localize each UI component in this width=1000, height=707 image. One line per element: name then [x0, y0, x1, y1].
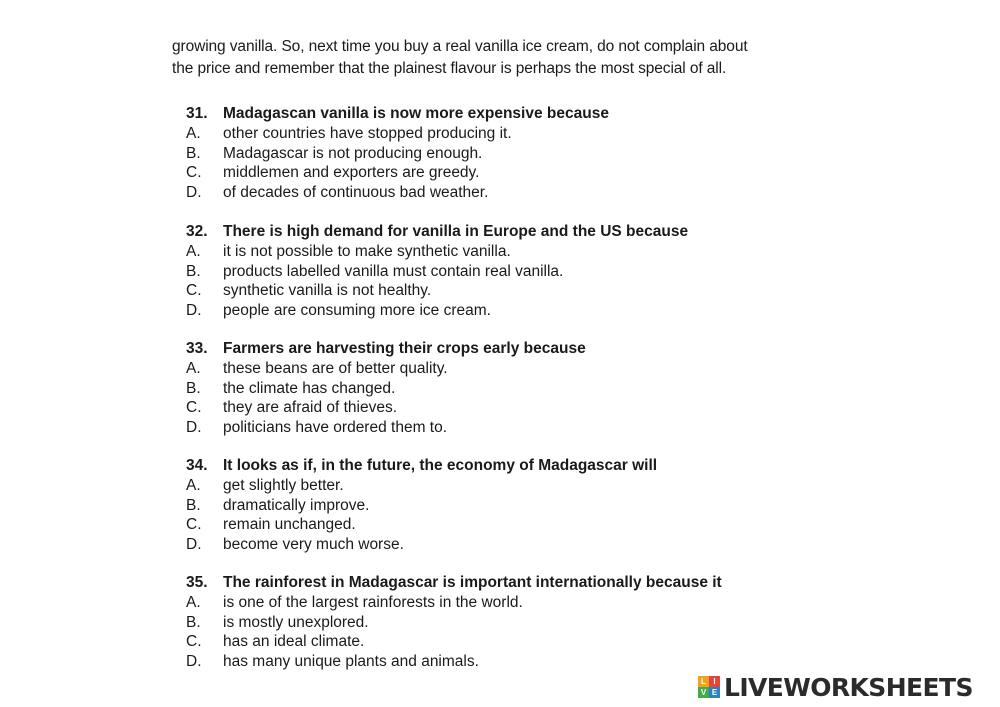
option-a	[186, 124, 886, 144]
option-letter: D.	[186, 418, 202, 436]
option-d	[186, 418, 886, 438]
option-c	[186, 632, 886, 652]
option-text: people are consuming more ice cream.	[223, 301, 491, 319]
question-text: There is high demand for vanilla in Europe and the US because	[223, 223, 689, 240]
liveworksheets-logo-icon	[698, 676, 720, 698]
option-text: is mostly unexplored.	[223, 613, 369, 631]
option-letter: A.	[186, 360, 201, 377]
option-letter: B.	[186, 379, 201, 397]
option-a	[186, 593, 886, 613]
option-a	[186, 242, 886, 262]
option-c	[186, 163, 886, 183]
option-letter: D.	[186, 183, 202, 201]
question-number: 32.	[186, 223, 208, 240]
option-b	[186, 613, 886, 633]
option-letter: A.	[186, 243, 201, 260]
option-letter: C.	[186, 399, 202, 416]
option-b	[186, 379, 886, 399]
intro-paragraph	[172, 36, 872, 80]
option-text: become very much worse.	[223, 535, 404, 553]
question-34	[186, 456, 886, 554]
intro-line: the price and remember that the plainest flavour is perhaps the most special of all.	[172, 60, 727, 77]
option-text: it is not possible to make synthetic vanilla.	[223, 243, 511, 260]
option-c	[186, 398, 886, 418]
option-text: other countries have stopped producing it.	[223, 125, 512, 142]
option-text: politicians have ordered them to.	[223, 418, 448, 436]
liveworksheets-logo	[698, 672, 973, 702]
option-letter: D.	[186, 301, 202, 319]
logo-mark-letter: L	[698, 676, 709, 687]
option-letter: B.	[186, 262, 201, 280]
option-text: these beans are of better quality.	[223, 360, 448, 377]
option-letter: B.	[186, 144, 201, 162]
logo-text: LIVEWORKSHEETS	[724, 672, 973, 702]
option-d	[186, 301, 886, 321]
option-c	[186, 515, 886, 535]
option-b	[186, 262, 886, 282]
option-text: of decades of continuous bad weather.	[223, 183, 489, 201]
question-text: It looks as if, in the future, the economy of Madagascar will	[223, 457, 658, 474]
option-text: get slightly better.	[223, 477, 344, 494]
option-c	[186, 281, 886, 301]
question-stem	[186, 222, 886, 242]
question-number: 35.	[186, 574, 208, 591]
option-text: middlemen and exporters are greedy.	[223, 164, 480, 181]
question-stem	[186, 573, 886, 593]
option-letter: D.	[186, 652, 202, 670]
option-text: the climate has changed.	[223, 379, 396, 397]
option-b	[186, 496, 886, 516]
option-letter: A.	[186, 477, 201, 494]
option-b	[186, 144, 886, 164]
option-d	[186, 183, 886, 203]
question-stem	[186, 339, 886, 359]
option-letter: B.	[186, 496, 201, 514]
question-text: The rainforest in Madagascar is important internationally because it	[223, 574, 722, 591]
question-number: 31.	[186, 105, 208, 122]
option-letter: C.	[186, 516, 202, 533]
intro-line: growing vanilla. So, next time you buy a real vanilla ice cream, do not complain about	[172, 38, 748, 55]
option-letter: A.	[186, 594, 201, 611]
question-33	[186, 339, 886, 437]
option-letter: D.	[186, 535, 202, 553]
option-text: synthetic vanilla is not healthy.	[223, 282, 432, 299]
option-text: they are afraid of thieves.	[223, 399, 398, 416]
question-text: Madagascan vanilla is now more expensive because	[223, 105, 609, 122]
logo-mark-letter: E	[709, 687, 720, 698]
option-a	[186, 476, 886, 496]
option-a	[186, 359, 886, 379]
question-35	[186, 573, 886, 671]
option-text: Madagascar is not producing enough.	[223, 144, 483, 162]
question-number: 33.	[186, 340, 208, 357]
option-d	[186, 652, 886, 672]
option-text: has an ideal climate.	[223, 633, 365, 650]
option-text: products labelled vanilla must contain real vanilla.	[223, 262, 564, 280]
question-32	[186, 222, 886, 320]
option-letter: A.	[186, 125, 201, 142]
question-stem	[186, 104, 886, 124]
option-letter: C.	[186, 282, 202, 299]
logo-mark-letter: V	[698, 687, 709, 698]
question-31	[186, 104, 886, 202]
question-number: 34.	[186, 457, 208, 474]
option-text: remain unchanged.	[223, 516, 356, 533]
question-text: Farmers are harvesting their crops early because	[223, 340, 586, 357]
option-text: is one of the largest rainforests in the world.	[223, 594, 523, 611]
option-text: dramatically improve.	[223, 496, 370, 514]
option-letter: B.	[186, 613, 201, 631]
question-stem	[186, 456, 886, 476]
logo-mark-letter: I	[709, 676, 720, 687]
option-letter: C.	[186, 164, 202, 181]
option-letter: C.	[186, 633, 202, 650]
option-text: has many unique plants and animals.	[223, 652, 479, 670]
option-d	[186, 535, 886, 555]
